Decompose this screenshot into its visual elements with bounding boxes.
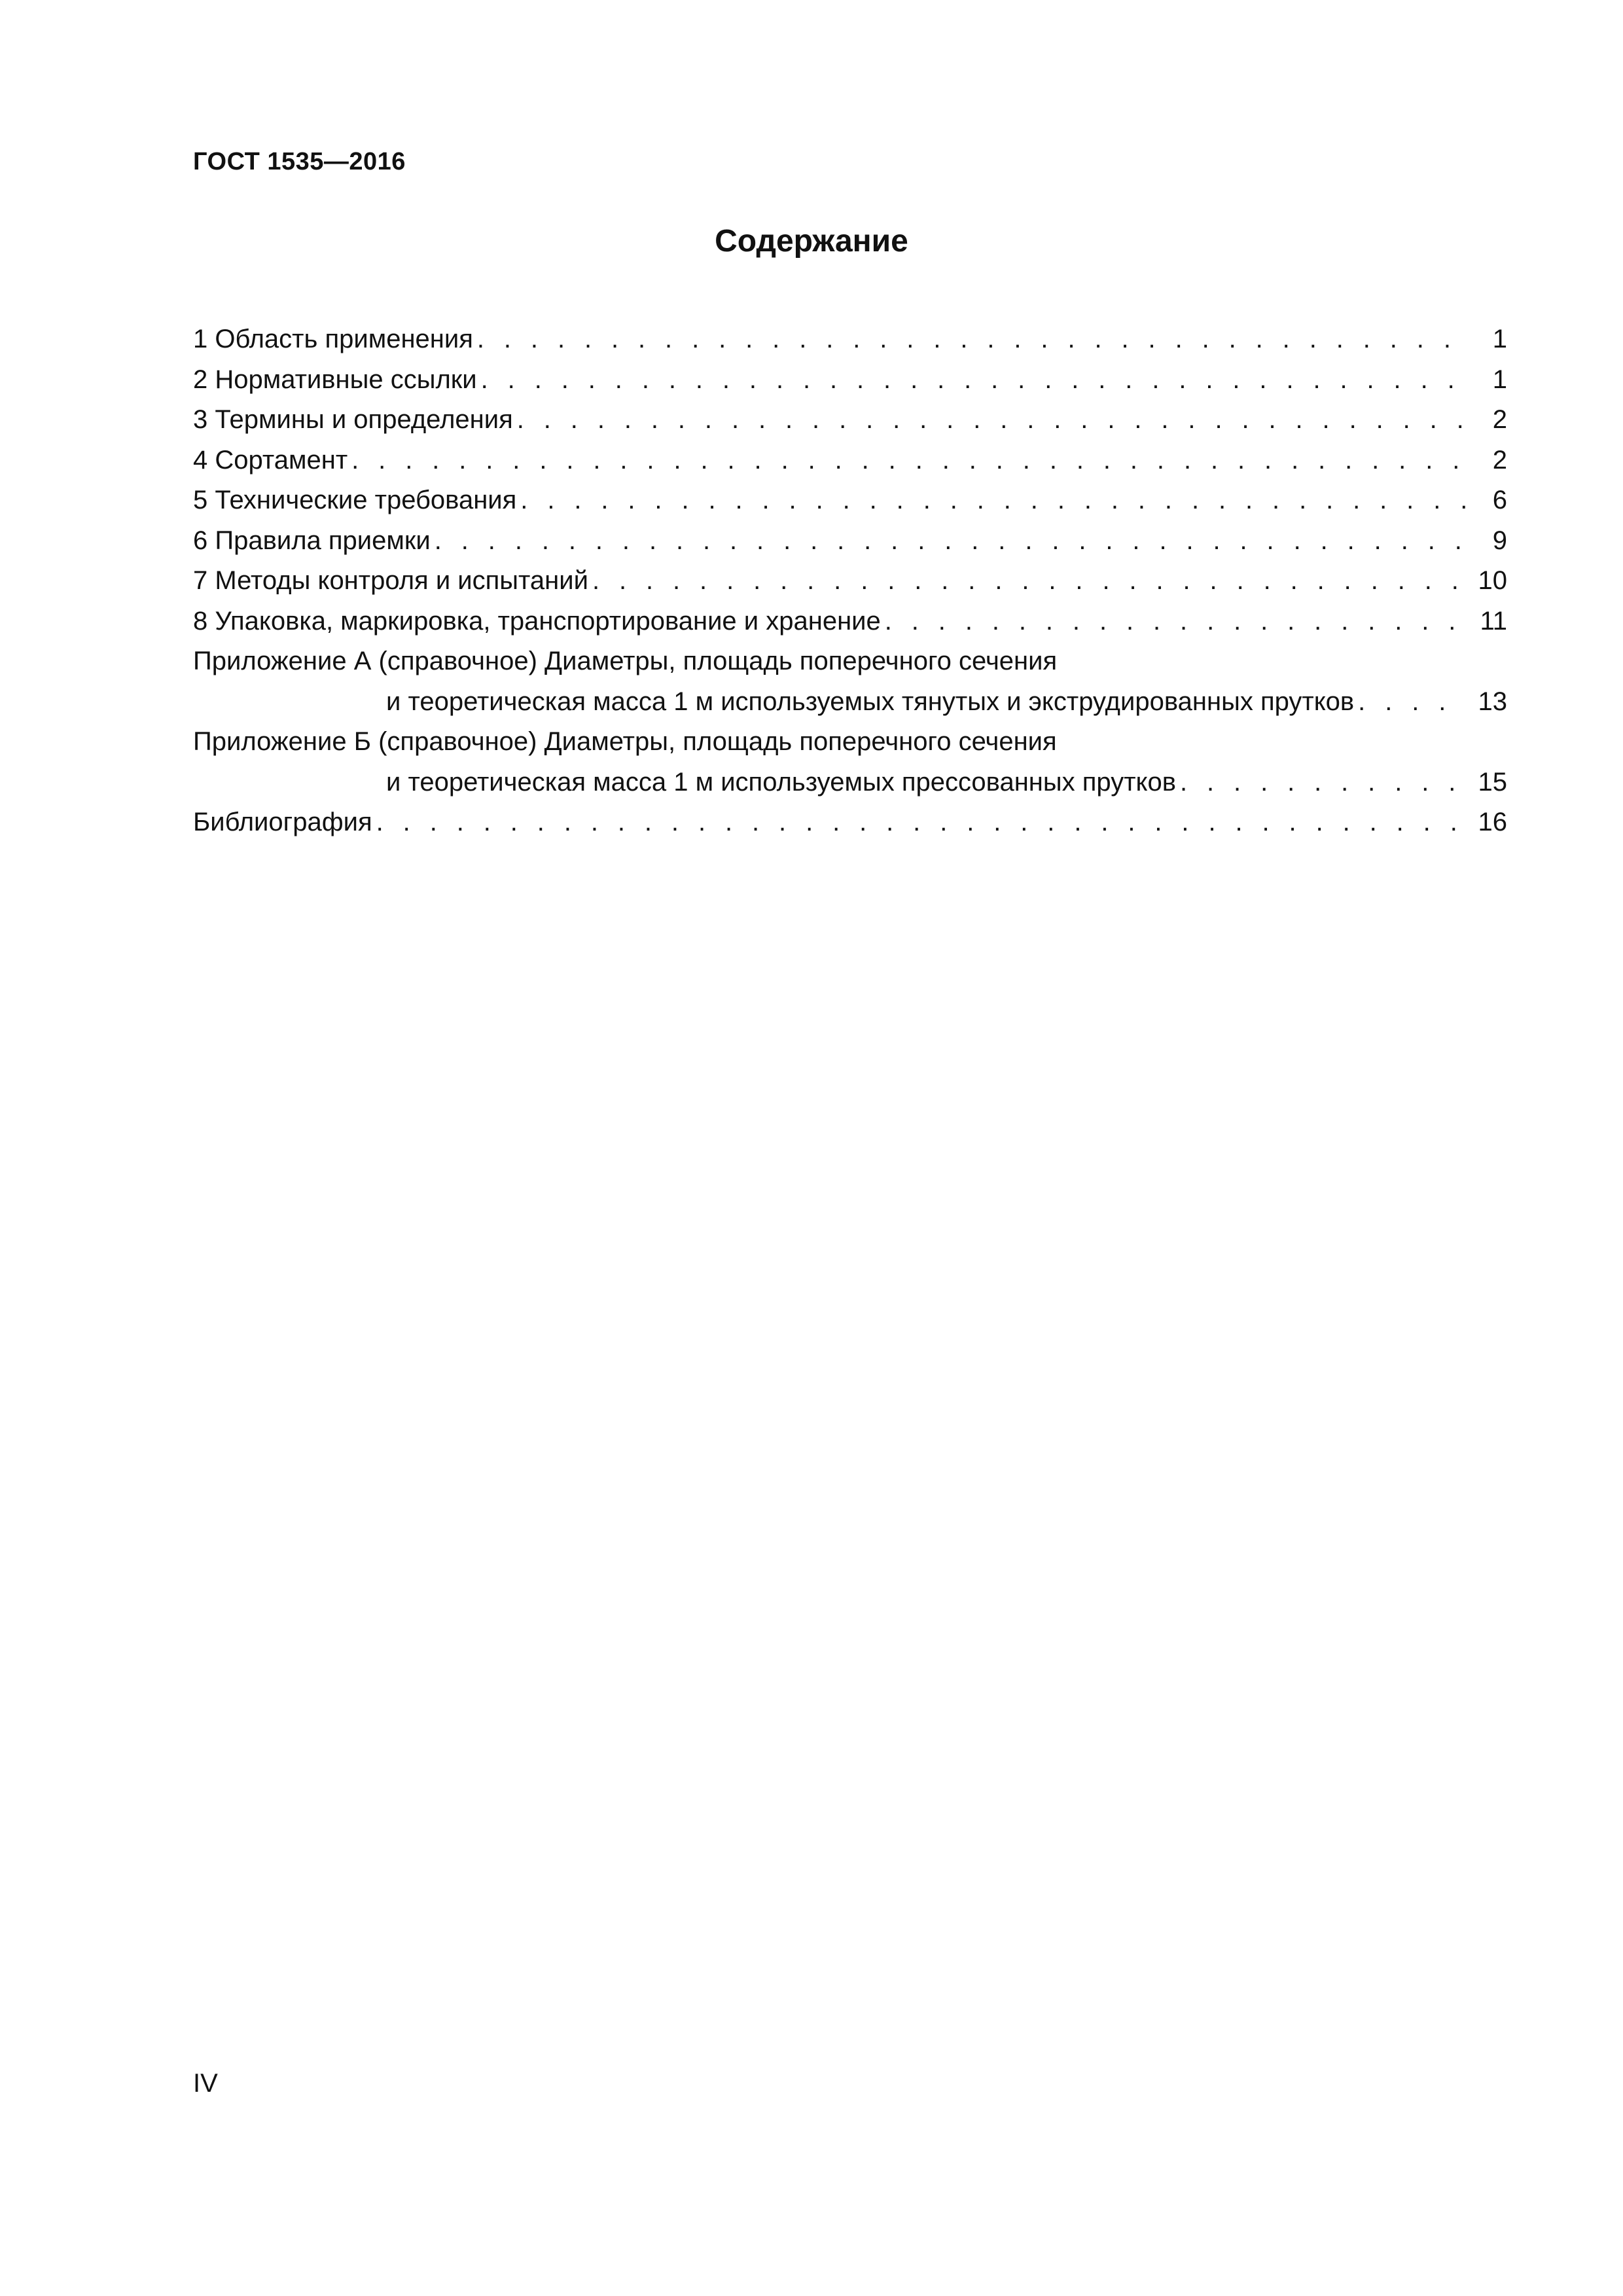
toc-entry-title: 5 Технические требования	[193, 486, 517, 514]
toc-entry-page: 6	[1492, 486, 1507, 514]
dot-leader	[435, 521, 1467, 562]
toc-entry-title: 1 Область применения	[193, 325, 473, 353]
toc-entry-appendix-b[interactable]	[193, 722, 1507, 802]
document-number: ГОСТ 1535—2016	[193, 148, 406, 175]
toc-entry-title: 4 Сортамент	[193, 445, 348, 475]
toc-entry-title: 6 Правила приемки	[193, 526, 431, 555]
toc-entry-page: 1	[1492, 325, 1507, 353]
dot-leader	[517, 400, 1467, 440]
toc-entry-assortment[interactable]	[193, 440, 1507, 481]
toc-entry-title: Библиография	[193, 808, 372, 836]
table-of-contents	[193, 319, 1507, 843]
toc-entry-acceptance-rules[interactable]	[193, 521, 1507, 562]
toc-entry-title: 2 Нормативные ссылки	[193, 365, 477, 394]
dot-leader	[885, 601, 1467, 642]
toc-entry-terms-definitions[interactable]	[193, 400, 1507, 440]
toc-entry-title: 3 Термины и определения	[193, 405, 513, 434]
dot-leader	[1358, 682, 1467, 723]
toc-entry-appendix-a[interactable]	[193, 641, 1507, 722]
toc-entry-packaging-marking[interactable]	[193, 601, 1507, 642]
toc-entry-page: 2	[1492, 445, 1507, 475]
toc-entry-title: Приложение А (справочное) Диаметры, площадь поперечного сечения	[193, 647, 1058, 675]
toc-entry-page: 10	[1478, 566, 1507, 595]
toc-entry-page: 16	[1478, 808, 1507, 836]
toc-entry-normative-references[interactable]	[193, 360, 1507, 401]
dot-leader	[1180, 762, 1467, 803]
dot-leader	[376, 802, 1467, 843]
toc-entry-page: 15	[1478, 767, 1507, 797]
toc-entry-title-continued: и теоретическая масса 1 м используемых прессованных прутков	[386, 767, 1176, 797]
toc-entry-title-continued: и теоретическая масса 1 м используемых тянутых и экструдированных прутков	[386, 687, 1355, 716]
toc-entry-title: 7 Методы контроля и испытаний	[193, 566, 588, 595]
page-number: IV	[193, 2069, 218, 2098]
dot-leader	[520, 480, 1467, 521]
toc-entry-title: 8 Упаковка, маркировка, транспортирование и хранение	[193, 606, 881, 636]
toc-entry-page: 13	[1478, 687, 1507, 716]
dot-leader	[481, 360, 1467, 401]
toc-entry-page: 1	[1492, 365, 1507, 394]
toc-title: Содержание	[715, 224, 908, 259]
toc-entry-test-methods[interactable]	[193, 561, 1507, 601]
toc-entry-bibliography[interactable]	[193, 802, 1507, 843]
toc-entry-scope[interactable]	[193, 319, 1507, 360]
dot-leader	[477, 319, 1467, 360]
dot-leader	[351, 440, 1467, 481]
dot-leader	[592, 561, 1467, 601]
toc-entry-page: 11	[1480, 606, 1507, 636]
toc-entry-page: 2	[1492, 405, 1507, 434]
toc-entry-page: 9	[1492, 526, 1507, 555]
toc-entry-title: Приложение Б (справочное) Диаметры, площадь поперечного сечения	[193, 727, 1057, 756]
toc-entry-technical-requirements[interactable]	[193, 480, 1507, 521]
